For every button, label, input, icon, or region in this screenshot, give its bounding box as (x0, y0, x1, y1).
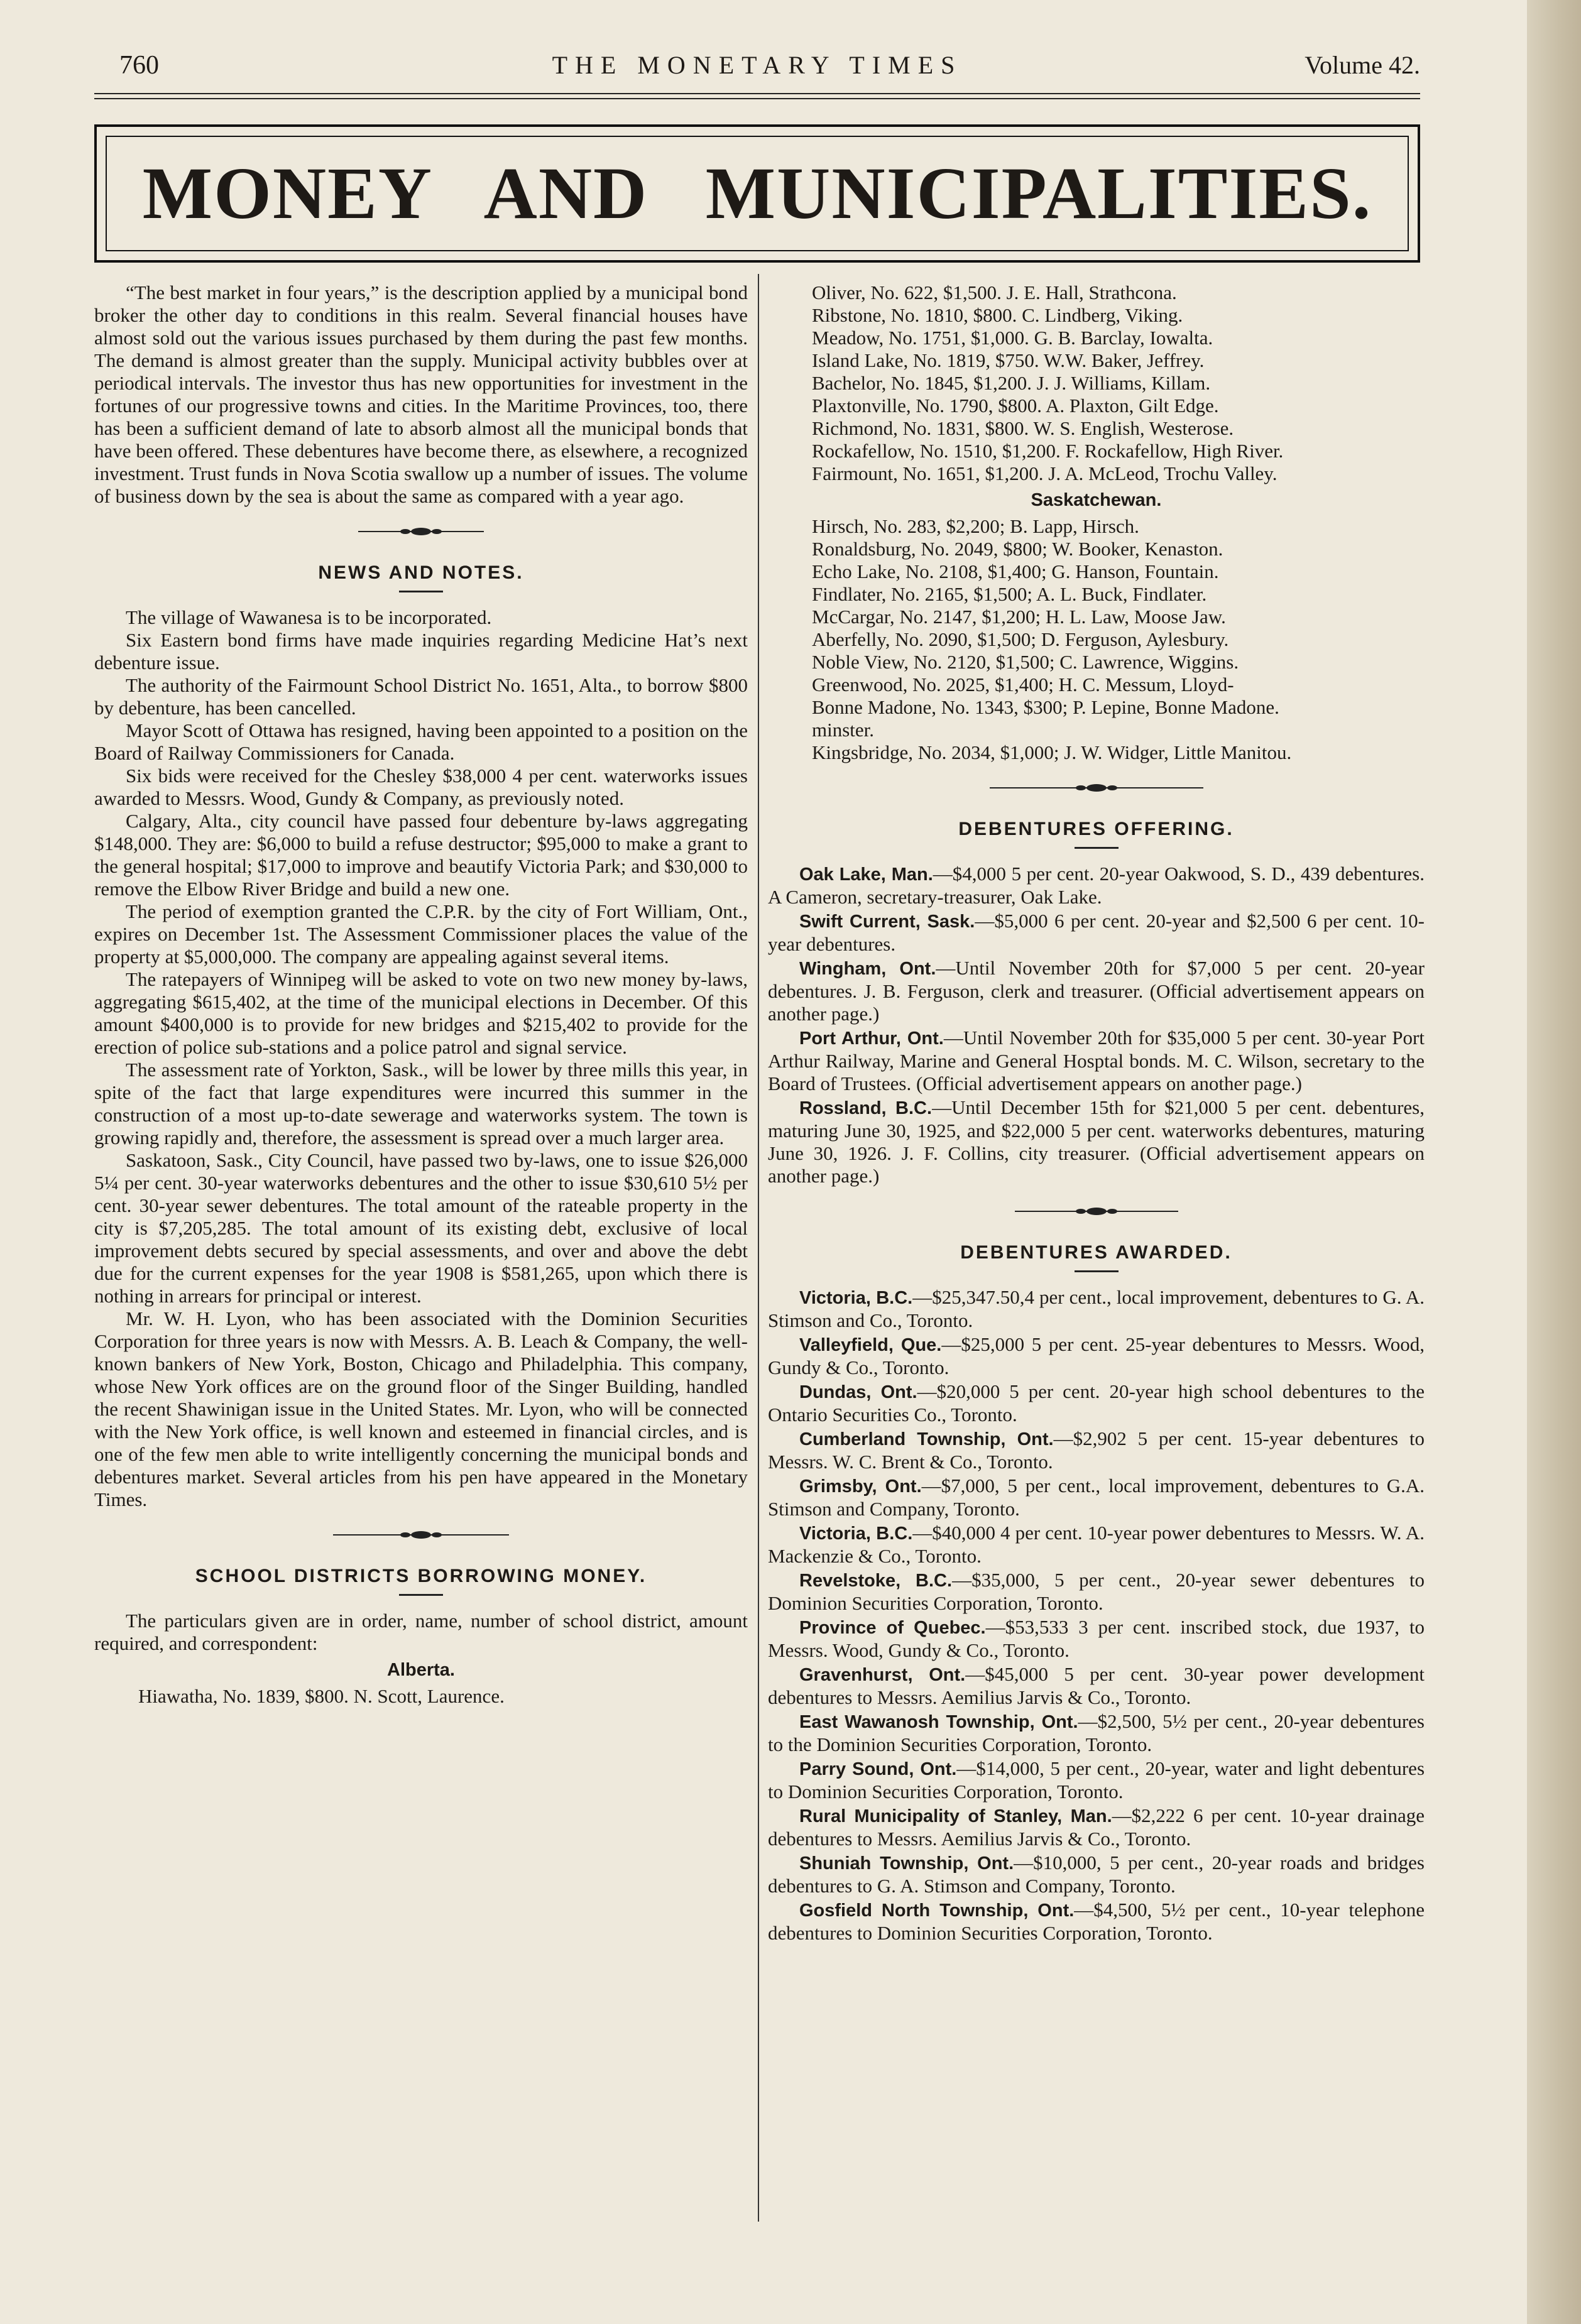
entry-details: —$5,000 6 per cent. 20-year and $2,500 6 per cent. 10-year debentures. (768, 910, 1425, 955)
debenture-offering-entry (768, 957, 1425, 1025)
debenture-awarded-entry (768, 1616, 1425, 1662)
offering-list (768, 863, 1425, 1187)
entry-details: —$35,000, 5 per cent., 20-year sewer debentures to Dominion Securities Corporation, Toronto. (768, 1569, 1425, 1614)
debenture-awarded-entry (768, 1380, 1425, 1426)
debenture-awarded-entry (768, 1804, 1425, 1850)
school-district-entry: Fairmount, No. 1651, $1,200. J. A. McLeod, Trochu Valley. (812, 462, 1277, 484)
school-district-entry: Ronaldsburg, No. 2049, $800; W. Booker, Kenaston. (812, 538, 1223, 560)
right-column (768, 281, 1425, 1946)
entry-details: —Until December 15th for $21,000 5 per cent. debentures, maturing June 30, 1925, and $22,000 5 per cent. waterworks debentures, maturing June 30, 1926. J. F. Collins, city treasurer. (Official advertisement appears on another page.) (768, 1096, 1425, 1187)
place-name: Gosfield North Township, Ont. (799, 1901, 1075, 1921)
school-district-entry: Greenwood, No. 2025, $1,400; H. C. Messum, Lloyd- (812, 674, 1234, 696)
place-name: Victoria, B.C. (799, 1288, 913, 1308)
school-district-entry: Aberfelly, No. 2090, $1,500; D. Ferguson, Aylesbury. (812, 628, 1229, 650)
column-divider (758, 274, 759, 2222)
debenture-awarded-entry (768, 1475, 1425, 1520)
news-item: Mayor Scott of Ottawa has resigned, having been appointed to a position on the Board of Railway Commissioners for Canada. (94, 719, 748, 764)
ornament-divider (990, 783, 1203, 793)
school-district-entry: Hiawatha, No. 1839, $800. N. Scott, Laurence. (138, 1685, 505, 1707)
intro-paragraph: “The best market in four years,” is the description applied by a municipal bond broker the other day to conditions in this realm. Several financial houses have almost sold out the various issues purchased by them during the past few months. The demand is almost greater than the supply. Municipal activity bubbles over at periodical intervals. The investor thus has new opportunities for investment in the fortunes of our progressive towns and cities. In the Maritime Provinces, too, there has been a sufficient demand of late to absorb almost all the municipal bonds that have been offered. These debentures have become there, as elsewhere, a recognized investment. Trust funds in Nova Scotia swallow up a number of issues. The volume of business down by the sea is about the same as compared with a year ago. (94, 281, 748, 507)
ornament-divider (1015, 1206, 1178, 1216)
news-item: The ratepayers of Winnipeg will be asked to vote on two new money by-laws, aggregating $615,402, at the time of the municipal elections in December. Of this amount $400,000 is to provide for new bridges and $215,402 to provide for the erection of police sub-stations and a police patrol and signal service. (94, 968, 748, 1058)
entry-details: —Until November 20th for $35,000 5 per cent. 30-year Port Arthur Railway, Marine and General Hosptal bonds. M. C. Wilson, secretary to the Board of Trustees. (Official advertisement appears on another page.) (768, 1027, 1425, 1094)
place-name: Cumberland Township, Ont. (799, 1429, 1054, 1449)
header-rule (94, 93, 1420, 99)
debenture-offering-entry (768, 910, 1425, 956)
entry-details: —$2,902 5 per cent. 15-year debentures to Messrs. W. C. Brent & Co., Toronto. (768, 1427, 1425, 1473)
entry-details: —$53,533 3 per cent. inscribed stock, due 1937, to Messrs. Wood, Gundy & Co., Toronto. (768, 1616, 1425, 1661)
school-heading: SCHOOL DISTRICTS BORROWING MONEY. (195, 1566, 647, 1586)
school-district-entry: Richmond, No. 1831, $800. W. S. English, Westerose. (812, 417, 1234, 439)
debenture-awarded-entry (768, 1427, 1425, 1473)
school-district-entry: minster. (812, 719, 875, 741)
school-district-entry: Bachelor, No. 1845, $1,200. J. J. Williams, Killam. (812, 372, 1211, 394)
entry-details: —$20,000 5 per cent. 20-year high school debentures to the Ontario Securities Co., Toronto. (768, 1380, 1425, 1426)
entry-details: —$45,000 5 per cent. 30-year power development debentures to Messrs. Aemilius Jarvis & Co., Toronto. (768, 1663, 1425, 1708)
news-item: Saskatoon, Sask., City Council, have passed two by-laws, one to issue $26,000 5¼ per cent. 30-year waterworks debentures and the other to issue $30,610 5½ per cent. 30-year sewer debentures. The total amount of the rateable property in the city is $7,205,285. The total amount of its existing debt, exclusive of local improvement debts secured by special assessments, and over and above the debt due for the current expenses for the year 1908 is $581,265, upon which there is nothing in arrears for principal or interest. (94, 1149, 748, 1307)
place-name: Gravenhurst, Ont. (799, 1665, 966, 1685)
place-name: Rural Municipality of Stanley, Man. (799, 1806, 1112, 1826)
saskatchewan-heading: Saskatchewan. (1031, 490, 1162, 510)
school-intro: The particulars given are in order, name, number of school district, amount required, and correspondent: (94, 1610, 748, 1654)
school-district-entry: Oliver, No. 622, $1,500. J. E. Hall, Strathcona. (812, 281, 1177, 303)
debenture-awarded-entry (768, 1286, 1425, 1332)
awarded-heading: DEBENTURES AWARDED. (960, 1242, 1232, 1263)
heading-rule (1075, 847, 1119, 849)
alberta-list-left (94, 1685, 748, 1708)
page-number: 760 (119, 51, 159, 80)
place-name: Revelstoke, B.C. (799, 1571, 953, 1591)
news-item: Mr. W. H. Lyon, who has been associated with the Dominion Securities Corporation for three years is now with Messrs. A. B. Leach & Company, the well-known bankers of New York, Boston, Chicago and Philadelphia. This company, whose New York offices are on the ground floor of the Singer Building, handled the recent Shawinigan issue in the United States. Mr. Lyon, who will be connected with the New York office, is well known and esteemed in financial circles, and is one of the few men able to write intelligently concerning the municipal bonds and debentures market. Several articles from his pen have appeared in the Monetary Times. (94, 1307, 748, 1510)
school-district-entry: Echo Lake, No. 2108, $1,400; G. Hanson, Fountain. (812, 560, 1219, 582)
place-name: Port Arthur, Ont. (799, 1028, 944, 1049)
news-item: Six bids were received for the Chesley $38,000 4 per cent. waterworks issues awarded to Messrs. Wood, Gundy & Company, as previously noted. (94, 765, 748, 809)
entry-details: —Until November 20th for $7,000 5 per cent. 20-year debentures. J. B. Ferguson, clerk and treasurer. (Official advertisement appears on another page.) (768, 957, 1425, 1025)
school-district-entry: Hirsch, No. 283, $2,200; B. Lapp, Hirsch. (812, 515, 1139, 537)
news-list (94, 606, 748, 1511)
entry-details: —$25,000 5 per cent. 25-year debentures to Messrs. Wood, Gundy & Co., Toronto. (768, 1333, 1425, 1378)
entry-details: —$2,222 6 per cent. 10-year drainage debentures to Messrs. Aemilius Jarvis & Co., Toronto. (768, 1804, 1425, 1850)
entry-details: —$4,000 5 per cent. 20-year Oakwood, S. D., 439 debentures. A Cameron, secretary-treasurer, Oak Lake. (768, 863, 1425, 908)
news-item: Calgary, Alta., city council have passed four debenture by-laws aggregating $148,000. They are: $6,000 to build a refuse destructor; $95,000 to make a grant to the general hospital; $17,000 to improve and beautify Victoria Park; and $30,000 to remove the Elbow River Bridge and build a new one. (94, 810, 748, 900)
entry-details: —$14,000, 5 per cent., 20-year, water and light debentures to Dominion Securities Corporation, Toronto. (768, 1757, 1425, 1803)
school-district-entry: Rockafellow, No. 1510, $1,200. F. Rockafellow, High River. (812, 440, 1284, 462)
debenture-offering-entry (768, 1096, 1425, 1187)
school-district-entry: Ribstone, No. 1810, $800. C. Lindberg, Viking. (812, 304, 1183, 326)
news-item: Six Eastern bond firms have made inquiries regarding Medicine Hat’s next debenture issue. (94, 629, 748, 674)
school-district-entry: Meadow, No. 1751, $1,000. G. B. Barclay, Iowalta. (812, 327, 1213, 349)
school-district-entry: Plaxtonville, No. 1790, $800. A. Plaxton, Gilt Edge. (812, 395, 1219, 417)
place-name: Shuniah Township, Ont. (799, 1853, 1014, 1874)
running-header (94, 50, 1420, 82)
school-district-entry: Island Lake, No. 1819, $750. W.W. Baker, Jeffrey. (812, 349, 1205, 371)
left-column (94, 281, 748, 1708)
school-district-entry: Findlater, No. 2165, $1,500; A. L. Buck, Findlater. (812, 583, 1207, 605)
place-name: Swift Current, Sask. (799, 912, 975, 932)
debenture-offering-entry (768, 863, 1425, 908)
place-name: Grimsby, Ont. (799, 1476, 922, 1497)
heading-rule (399, 1594, 443, 1596)
debenture-offering-entry (768, 1027, 1425, 1095)
debenture-awarded-entry (768, 1333, 1425, 1379)
debenture-awarded-entry (768, 1663, 1425, 1709)
heading-rule (399, 591, 443, 592)
debenture-awarded-entry (768, 1757, 1425, 1803)
title-box (94, 124, 1420, 263)
heading-rule (1075, 1270, 1119, 1272)
place-name: Province of Quebec. (799, 1618, 986, 1638)
place-name: East Wawanosh Township, Ont. (799, 1712, 1078, 1732)
school-district-entry: Kingsbridge, No. 2034, $1,000; J. W. Widger, Little Manitou. (812, 741, 1292, 763)
ornament-divider (333, 1530, 509, 1540)
awarded-list (768, 1286, 1425, 1945)
entry-details: —$7,000, 5 per cent., local improvement, debentures to G.A. Stimson and Company, Toronto. (768, 1475, 1425, 1520)
debenture-awarded-entry (768, 1569, 1425, 1615)
alberta-list-right (768, 281, 1425, 485)
news-item: The assessment rate of Yorkton, Sask., will be lower by three mills this year, in spite of the fact that large expenditures were incurred this summer in the construction of a most up-to-date sewerage and waterworks system. The town is growing rapidly and, therefore, the assessment is spread over a much larger area. (94, 1059, 748, 1148)
entry-details: —$10,000, 5 per cent., 20-year roads and bridges debentures to G. A. Stimson and Company, Toronto. (768, 1852, 1425, 1897)
place-name: Valleyfield, Que. (799, 1335, 942, 1355)
volume-label: Volume 42. (1305, 51, 1420, 79)
news-item: The village of Wawanesa is to be incorporated. (126, 606, 492, 628)
ornament-divider (358, 526, 484, 537)
place-name: Rossland, B.C. (799, 1098, 933, 1118)
saskatchewan-list (768, 515, 1425, 764)
alberta-heading: Alberta. (387, 1660, 455, 1680)
page-title: MONEY AND MUNICIPALITIES. (142, 152, 1372, 234)
entry-details: —$40,000 4 per cent. 10-year power debentures to Messrs. W. A. Mackenzie & Co., Toronto. (768, 1522, 1425, 1567)
school-district-entry: McCargar, No. 2147, $1,200; H. L. Law, Moose Jaw. (812, 606, 1226, 628)
debenture-awarded-entry (768, 1899, 1425, 1945)
news-item: The authority of the Fairmount School District No. 1651, Alta., to borrow $800 by debenture, has been cancelled. (94, 674, 748, 719)
debenture-awarded-entry (768, 1852, 1425, 1897)
place-name: Wingham, Ont. (799, 959, 936, 979)
offering-heading: DEBENTURES OFFERING. (958, 819, 1234, 839)
entry-details: —$2,500, 5½ per cent., 20-year debentures to the Dominion Securities Corporation, Toronto. (768, 1710, 1425, 1755)
place-name: Victoria, B.C. (799, 1524, 913, 1544)
news-item: The period of exemption granted the C.P.R. by the city of Fort William, Ont., expires on December 1st. The Assessment Commissioner places the value of the property at $5,000,000. The company are appealing against several items. (94, 900, 748, 968)
news-heading: NEWS AND NOTES. (318, 562, 524, 583)
running-title: THE MONETARY TIMES (552, 51, 963, 79)
debenture-awarded-entry (768, 1710, 1425, 1756)
debenture-awarded-entry (768, 1522, 1425, 1568)
place-name: Oak Lake, Man. (799, 865, 933, 885)
place-name: Parry Sound, Ont. (799, 1759, 957, 1779)
place-name: Dundas, Ont. (799, 1382, 917, 1402)
page-edge (1527, 0, 1581, 2324)
entry-details: —$4,500, 5½ per cent., 10-year telephone debentures to Dominion Securities Corporation, Toronto. (768, 1899, 1425, 1944)
school-district-entry: Noble View, No. 2120, $1,500; C. Lawrence, Wiggins. (812, 651, 1239, 673)
school-district-entry: Bonne Madone, No. 1343, $300; P. Lepine, Bonne Madone. (812, 696, 1279, 718)
entry-details: —$25,347.50,4 per cent., local improvement, debentures to G. A. Stimson and Co., Toronto. (768, 1286, 1425, 1331)
